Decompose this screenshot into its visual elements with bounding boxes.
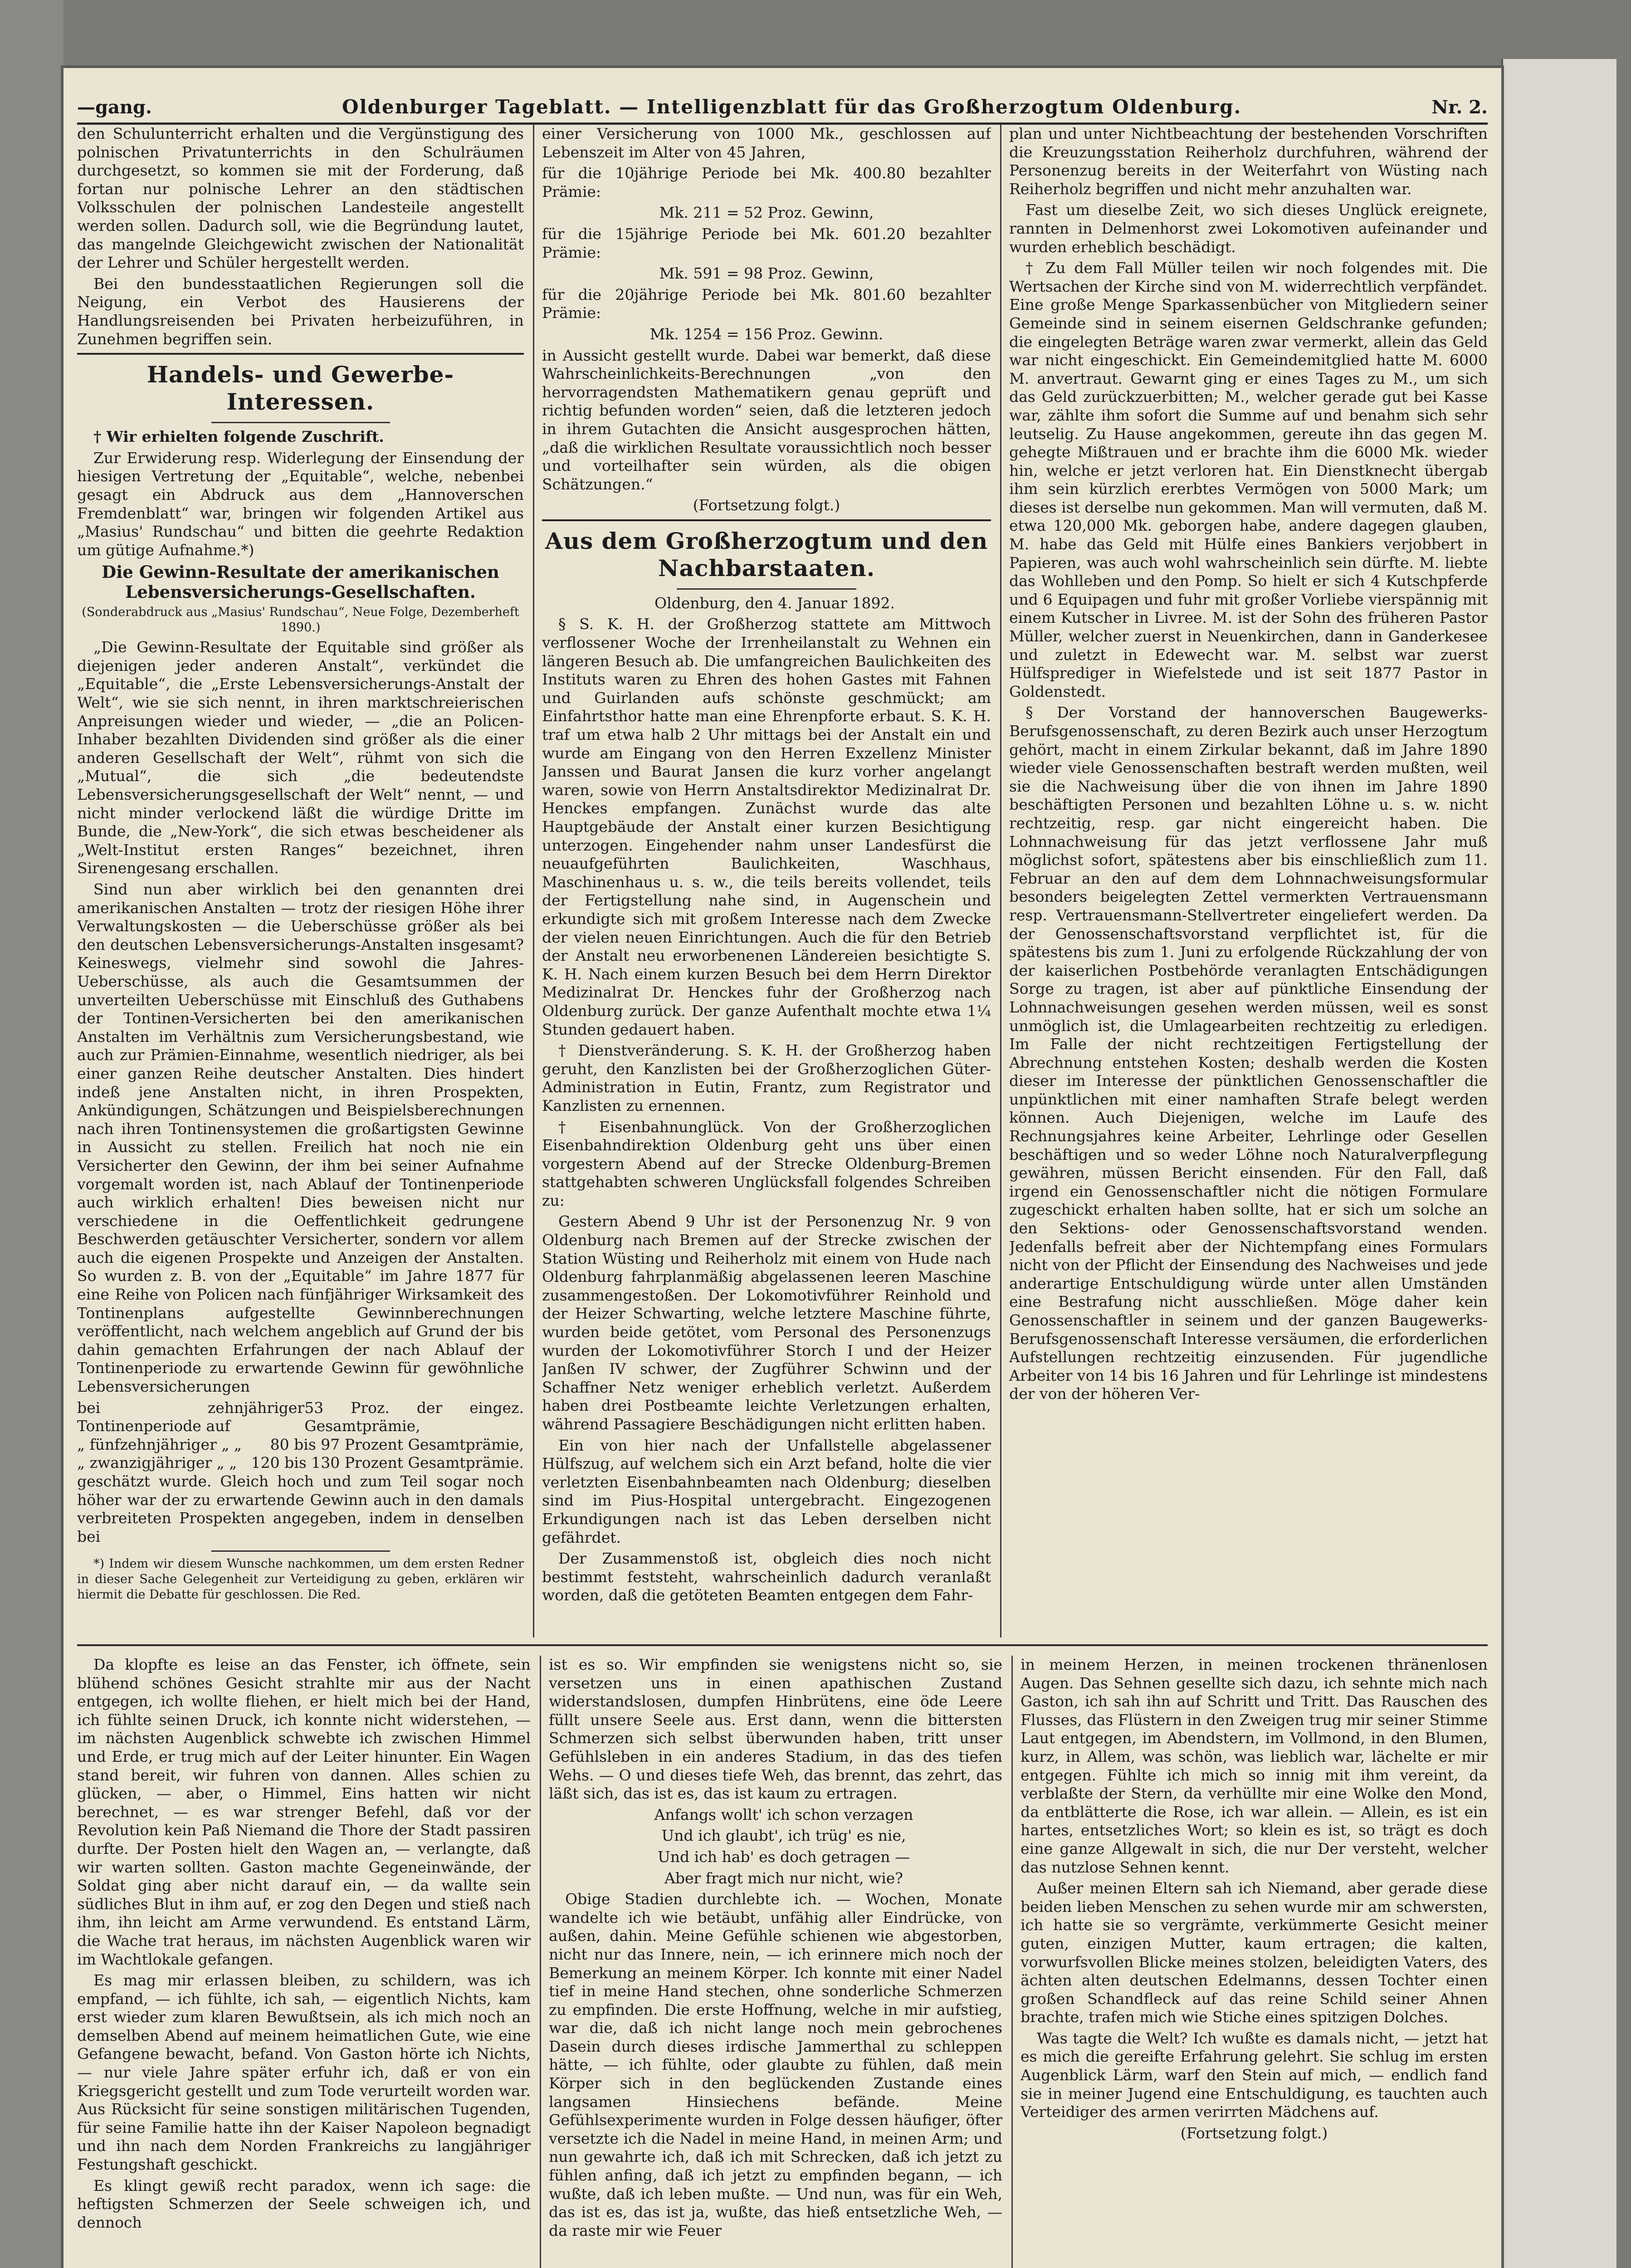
scan-right-page-edge bbox=[1501, 59, 1616, 2268]
column-1 bbox=[77, 125, 524, 1637]
table-row bbox=[77, 1436, 524, 1454]
table-row: Mk. 211 = 52 Proz. Gewinn, bbox=[659, 204, 874, 222]
masthead-title: Oldenburger Tageblatt. — Intelligenzblatt für das Großherzogtum Oldenburg. bbox=[342, 96, 1242, 118]
story-paragraph: Es klingt gewiß recht paradox, wenn ich sage: die heftigsten Schmerzen der Seele schweigen ich, und dennoch bbox=[77, 2176, 531, 2231]
article-paragraph: „Die Gewinn-Resultate der Equitable sind größer als diejenigen jeder anderen Anstalt“, verkündet die „Equitable“, die „Erste Lebensversicherungs-Anstalt der Welt“, wie sie sich nennt, in ihren marktschreierischen Anpreisungen wieder und wieder, — „die an Policen-Inhaber bezahlten Dividenden sind größer als die einer anderen Gesellschaft der Welt“, rühmt von sich die „Mutual“, die sich „die bedeutendste Lebensversicherungsgesellschaft der Welt“ nennt, — und nicht minder verlockend läßt die würdige Dritte im Bunde, die „New-York“, die sich etwas bescheidener als „Welt-Institut ersten Ranges“ bezeichnet, ihren Sirenengesang erschallen. bbox=[77, 638, 524, 877]
feuilleton-column-2 bbox=[549, 1656, 1002, 2268]
feuilleton-column-1 bbox=[77, 1656, 531, 2268]
issue-number: Nr. 2. bbox=[1431, 97, 1488, 118]
column-2 bbox=[542, 125, 991, 1637]
table-row bbox=[77, 1454, 524, 1472]
story-paragraph: Obige Stadien durchlebte ich. — Wochen, Monate wandelte ich wie betäubt, unfähig aller Eindrücke, von außen, dahin. Meine Gefühle schienen wie abgestorben, nicht nur das Innere, nein, — ich erinnere mich noch der Bemerkung an meinem Körper. Ich konnte mit einer Nadel tief in meine Hand stechen, ohne sonderliche Schmerzen zu empfinden. Die erste Hoffnung, welche in mir aufstieg, war die, daß ich nicht lange noch mein gebrochenes Dasein durch dieses irdische Jammerthal zu schleppen hätte, — ich fühlte, oder glaubte zu fühlen, daß mein Körper sich in den beglückenden Zustande eines langsamen Hinsiechens befände. Meine Gefühlsexperimente wurden in Folge dessen häufiger, öfter versetzte ich die Nadel in meine Hand, in meinen Arm; und nun gewahrte ich, daß ich mit Schrecken, daß ich jetzt zu fühlen anfing, daß ich jetzt zu empfinden begann, — ich wußte, daß ich leben mußte. — Und nun, was für ein Weh, das ist es, das ist ja, wußte, das hieß entsetzliche Weh, — da raste mir wie Feuer bbox=[549, 1890, 1002, 2239]
article-paragraph: Sind nun aber wirklich bei den genannten drei amerikanischen Anstalten — trotz der riesigen Höhe ihrer Verwaltungskosten — die Ueberschüsse größer als bei den deutschen Lebensversicherungs-Anstalten insgesamt? Keineswegs, vielmehr sind sowohl die Jahres-Ueberschüsse, als auch die Gesamtsummen der unverteilten Ueberschüsse mit Einschluß des Guthabens der Tontinen-Versicherten bei den amerikanischen Anstalten im Verhältnis zum Versicherungsbestand, wie auch zur Prämien-Einnahme, wesentlich niedriger, als bei einer ganzen Reihe deutscher Anstalten. Dies hindert indeß jene Anstalten nicht, in ihren Prospekten, Ankündigungen, Schätzungen und Beispielsberechnungen nach ihren Tontinensystemen die großartigsten Gewinne in Aussicht zu stellen. Freilich hat noch nie ein Versicherter den Gewinn, der ihm bei seiner Aufnahme vorgemalt worden ist, nach Ablauf der Tontinenperiode auch wirklich erhalten! Dies beweisen nicht nur verschiedene in die Oeffentlichkeit gedrungene Beschwerden getäuschter Versicherter, sondern vor allem auch die eigenen Prospekte und Anzeigen der Anstalten. So wurden z. B. von der „Equitable“ im Jahre 1877 für eine Reihe von Policen nach fünfjähriger Wirksamkeit des Tontinenplans aufgestellte Gewinnberechnungen veröffentlicht, nach welchem angeblich auf Grund der bis dahin gemachten Erfahrungen der nach Ablauf der Tontinenperiode zu erwartende Gewinn für gewöhnliche Lebensversicherungen bbox=[77, 880, 524, 1396]
article-grossherzog: § S. K. H. der Großherzog stattete am Mittwoch verflossener Woche der Irrenheilanstalt zu Wehnen ein längeren Besuch ab. Die umfangreichen Baulichkeiten des Instituts waren zu Ehren des hohen Gastes mit Fahnen und Guirlanden aufs schönste geschmückt; am Einfahrtsthor hatte man eine Ehrenpforte erbaut. S. K. H. traf um etwa halb 2 Uhr mittags bei der Anstalt ein und wurde am Eingang von den Herren Exzellenz Minister Janssen und Baurat Jansen die kurz vorher angelangt waren, sowie von Herrn Anstaltsdirektor Medizinalrat Dr. Henckes empfangen. Zunächst wurde das alte Hauptgebäude der Anstalt einer kurzen Besichtigung unterzogen. Eingehender nahm unser Landesfürst die neuaufgeführten Baulichkeiten, Waschhaus, Maschinenhaus u. s. w., die teils bereits vollendet, teils der Fertigstellung nahe sind, in Augenschein und erkundigte sich mit großem Interesse nach dem Zwecke der vielen neuen Einrichtungen. Auch die für den Betrieb der Anstalt neu erworbenenen Ländereien besichtigte S. K. H. Nach einem kurzen Besuch bei dem Herrn Direktor Medizinalrat Dr. Henckes fuhr der Großherzog nach Oldenburg zurück. Der ganze Aufenthalt mochte etwa 1¼ Stunden gedauert haben. bbox=[542, 615, 991, 1038]
story-paragraph: ist es so. Wir empfinden sie wenigstens nicht so, sie versetzen uns in einen apathischen Zustand widerstandslosen, dumpfen Hinbrütens, eine öde Leere füllt unsere Seele aus. Erst dann, wenn die bittersten Schmerzen sich selbst überwunden haben, tritt unser Gefühlsleben in ein anderes Stadium, in das des tiefen Wehs. — O und dieses tiefe Weh, das brennt, das zehrt, das läßt sich, das ist es, das ist kaum zu ertragen. bbox=[549, 1656, 1002, 1803]
article-paragraph: einer Versicherung von 1000 Mk., geschlossen auf Lebenszeit im Alter von 45 Jahren, bbox=[542, 125, 991, 161]
table-cell: „ fünfzehnjähriger „ „ bbox=[77, 1435, 242, 1453]
article-dienstveraenderung: † Dienstveränderung. S. K. H. der Großherzog haben geruht, den Kanzlisten bei der Großherzoglichen Güter-Administration in Eutin, Frantz, zum Registrator und Kanzlisten zu ernennen. bbox=[542, 1041, 991, 1114]
divider bbox=[542, 519, 991, 521]
table-row: Mk. 1254 = 156 Proz. Gewinn. bbox=[649, 325, 884, 343]
column-rule bbox=[1011, 1656, 1013, 2268]
divider bbox=[211, 422, 390, 423]
verse-line: Aber fragt mich nur nicht, wie? bbox=[664, 1869, 903, 1887]
section-heading-handel: Handels- und Gewerbe-Interessen. bbox=[146, 361, 454, 415]
story-paragraph: Da klopfte es leise an das Fenster, ich öffnete, sein blühend schönes Gesicht strahlte mir aus der Nacht entgegen, ich wollte fliehen, er hielt mich bei der Hand, ich fühlte seinen Druck, ich konnte nicht widerstehen, — im nächsten Augenblick schwebte ich zwischen Himmel und Erde, er trug mich auf der Leiter hinunter. Ein Wagen stand bereit, wir fuhren von dannen. Alles schien zu glücken, — aber, o Himmel, Eins hatten wir nicht berechnet, — es war strenger Befehl, daß vor der Revolution kein Paß Niemand die Thore der Stadt passiren durfte. Der Posten hielt den Wagen an, — verlangte, daß wir warten sollten. Gaston machte Gegeneinwände, der Soldat ging aber nicht darauf ein, — da wallte sein südliches Blut in ihm auf, er zog den Degen und stieß nach ihm, ihn leicht am Arme verwundend. Es entstand Lärm, die Wache trat heraus, im nächsten Augenblick waren wir im Wachtlokale gefangen. bbox=[77, 1656, 531, 1968]
dateline: Oldenburg, den 4. Januar 1892. bbox=[654, 594, 895, 612]
verse-line: Und ich hab' es doch getragen — bbox=[657, 1848, 910, 1866]
verse-line: Anfangs wollt' ich schon verzagen bbox=[654, 1805, 913, 1823]
masthead bbox=[77, 82, 1488, 125]
table-row bbox=[77, 1399, 524, 1436]
divider bbox=[677, 588, 856, 590]
column-rule bbox=[533, 125, 534, 1637]
table-row: für die 20jährige Periode bei Mk. 801.60 bezahlter Prämie: bbox=[542, 285, 991, 322]
article-paragraph: Gestern Abend 9 Uhr ist der Personenzug Nr. 9 von Oldenburg nach Bremen auf der Strecke zwischen der Station Wüsting und Reiherholz mit einem von Hude nach Oldenburg fahrplanmäßig abgelassenen leeren Maschine zusammengestoßen. Der Lokomotivführer Reinhold und der Heizer Schwarting, welche letztere Maschine führte, wurden beide getötet, vom Personal des Personenzugs wurden der Lokomotivführer Storch I und der Heizer Janßen IV schwer, der Zugführer Schwinn und der Schaffner Netz weniger erheblich verletzt. Außerdem haben drei Postbeamte leichte Verletzungen erhalten, während Passagiere Beschädigungen nicht erlitten haben. bbox=[542, 1212, 991, 1433]
story-paragraph: Was tagte die Welt? Ich wußte es damals nicht, — jetzt hat es mich die gereifte Erfahrung gelehrt. Sie schlug im ersten Augenblick Lärm, warf den Stein auf mich, — endlich fand sie in meiner Jugend eine Entschuldigung, es tauchten auch Verteidiger des armen verirrten Mädchens auf. bbox=[1021, 2029, 1488, 2121]
column-rule bbox=[540, 1656, 541, 2268]
article-paragraph: plan und unter Nichtbeachtung der bestehenden Vorschriften die Kreuzungsstation Reiherholz durchfuhren, während der Personenzug bereits in der Weiterfahrt von Wüsting nach Reiherholz begriffen und nicht mehr anzuhalten war. bbox=[1009, 125, 1488, 198]
feuilleton-divider bbox=[77, 1644, 1488, 1646]
subheading-zuschrift: † Wir erhielten folgende Zuschrift. bbox=[93, 428, 384, 446]
article-vorstand: § Der Vorstand der hannoverschen Baugewerks-Berufsgenossenschaft, zu deren Bezirk auch unser Herzogtum gehört, macht in einem Zirkular bekannt, daß im Jahre 1890 wieder viele Genossenschaften bestraft werden mußten, weil sie die Nachweisung über die von ihnen im Jahre 1890 beschäftigten Personen und bezahlten Löhne u. s. w. nicht rechtzeitig, resp. gar nicht eingereicht haben. Die Lohnnachweisung für das jetzt verflossene Jahr muß möglichst sofort, spätestens aber bis einschließlich zum 11. Februar an den auf dem dem Lohnnachweisungsformular besonders beigelegten Zettel vermerkten Vertrauensmann resp. Vertrauensmann-Stellvertreter eingeliefert werden. Da der Genossenschaftsvorstand verpflichtet ist, für die spätestens bis zum 1. Juni zu erfolgende Rückzahlung der von der kaiserlichen Postbehörde veranlagten Entschädigungen Sorge zu tragen, ist aber auf pünktliche Einsendung der Lohnnachweisungen gesehen werden müssen, weil es sonst unmöglich ist, die Umlagearbeiten rechtzeitig zu erledigen. Im Falle der nicht rechtzeitigen Fertigstellung der Abrechnung entstehen Kosten; deshalb werden die Kosten dieser im Interesse der pünktlichen Genossenschaftler die unpünktlichen mit einer namhaften Strafe belegt werden können. Auch Diejenigen, welche im Laufe des Rechnungsjahres keine Arbeiter, Lehrlinge oder Gesellen beschäftigen und so weder Löhne noch Naturalverpflegung gewähren, müssen Bericht einsenden. Für den Fall, daß irgend ein Genossenschaftler nicht die nötigen Formulare zugeschickt erhalten haben sollte, hat er sich um solche an den Sektions- oder Genossenschaftsvorstand wenden. Jedenfalls befreit aber der Nichtempfang eines Formulars nicht von der Pflicht der Einsendung des Nachweises und jede anderartige Entschuldigung würde unter allen Umständen eine Bestrafung nicht ausschließen. Möge daher kein Genossenschaftler in seinem und der ganzen Baugewerks-Berufsgenossenschaft Interesse versäumen, die erforderlichen Aufstellungen rechtzeitig einzusenden. Für jugendliche Arbeiter von 14 bis 16 Jahren und für Lehrlinge ist mindestens der von der höheren Ver- bbox=[1009, 704, 1488, 1403]
column-3 bbox=[1009, 125, 1488, 1637]
article-title-gewinn: Die Gewinn-Resultate der amerikanischen Lebensversicherungs-Gesellschaften. bbox=[102, 562, 499, 602]
table-cell: bei zehnjähriger Tontinenperiode auf bbox=[77, 1398, 305, 1435]
table-cell: 53 Proz. der eingez. Gesamtprämie, bbox=[304, 1398, 524, 1435]
story-paragraph: Es mag mir erlassen bleiben, zu schildern, was ich empfand, — ich fühlte, ich sah, — eigentlich Nichts, kam erst wieder zum klaren Bewußtsein, als ich mich noch an demselben Abend auf meinem heimatlichen Gute, wie eine Gefangene bewacht, befand. Von Gaston hörte ich Nichts, — nur viele Jahre später erfuhr ich, daß er von ein Kriegsgericht gestellt und zum Tode verurteilt worden war. Aus Rücksicht für seine sonstigen militärischen Tugenden, für seine Familie hatte ihn der Kaiser Napoleon begnadigt und ihn nach dem Norden Frankreichs zu langjähriger Festungshaft geschickt. bbox=[77, 1971, 531, 2174]
article-paragraph: in Aussicht gestellt wurde. Dabei war bemerkt, daß diese Wahrscheinlichkeits-Berechnungen „von den hervorragendsten Mathematikern genau geprüft und richtig befunden worden“ seien, daß die letzteren jedoch in ihrem Gutachten die Ansicht ausgesprochen hätten, „daß die wirklichen Resultate voraussichtlich noch besser und vorteilhafter sein würden, als die obigen Schätzungen.“ bbox=[542, 346, 991, 493]
feuilleton-column-3 bbox=[1021, 1656, 1488, 2268]
newspaper-page bbox=[63, 68, 1501, 2268]
table-row: Mk. 591 = 98 Proz. Gewinn, bbox=[659, 264, 874, 283]
article-source: (Sonderabdruck aus „Masius' Rundschau“, Neue Folge, Dezemberheft 1890.) bbox=[82, 605, 519, 635]
article-paragraph: geschätzt wurde. Gleich hoch und zum Teil sogar noch höher war der zu erwartende Gewinn auch in den damals verbreiteten Prospekten angegeben, indem in denselben bei bbox=[77, 1472, 524, 1545]
divider bbox=[77, 353, 524, 355]
continued-note: (Fortsetzung folgt.) bbox=[693, 496, 840, 514]
table-cell: „ zwanzigjähriger „ „ bbox=[77, 1454, 237, 1472]
story-paragraph: Außer meinen Eltern sah ich Niemand, aber gerade diese beiden lieben Menschen zu sehen wurde mir am schwersten, ich hatte sie so vergrämte, verkümmerte Gesicht meiner guten, einzigen Mutter, kaum ertragen; die kalten, vorwurfsvollen Blicke meines stolzen, beleidigten Vaters, des ächten alten deutschen Edelmanns, dessen Tochter einen großen Schandfleck auf das reine Schild seiner Ahnen brachte, trafen mich wie Stiche eines spitzigen Dolches. bbox=[1021, 1879, 1488, 2026]
column-rule bbox=[1000, 125, 1001, 1637]
article-zuschrift: Zur Erwiderung resp. Widerlegung der Einsendung der hiesigen Vertretung der „Equitable“, welche, nebenbei gesagt ein Abdruck aus dem „Hannoverschen Fremdenblatt“ war, bringen wir folgenden Artikel aus „Masius' Rundschau“ und bitten die geehrte Redaktion um gütige Aufnahme.*) bbox=[77, 449, 524, 559]
verse-line: Und ich glaubt', ich trüg' es nie, bbox=[661, 1827, 906, 1845]
article-paragraph: Der Zusammenstoß ist, obgleich dies noch nicht bestimmt feststeht, wahrscheinlich dadurch veranlaßt worden, daß die getöteten Beamten entgegen dem Fahr- bbox=[542, 1549, 991, 1604]
masthead-left: —gang. bbox=[77, 97, 152, 118]
story-paragraph: in meinem Herzen, in meinen trockenen thränenlosen Augen. Das Sehnen gesellte sich dazu, ich sehnte mich nach Gaston, ich sah ihn auf Schritt und Tritt. Das Rauschen des Flusses, das Flüstern in den Zweigen trug mir seiner Stimme Laut entgegen, im Abendstern, im Vollmond, in den Blumen, kurz, in Allem, was schön, was lieblich war, lächelte er mir entgegen. Fühlte ich mich so innig mit ihm vereint, da verblaßte der Stern, da verhüllte mir eine Wolke den Mond, da entblätterte die Rose, ich war allein. — Allein, es ist ein hartes, entsetzliches Wort; so klein es ist, so trägt es doch eine ganze Allgewalt in sich, die nur Der versteht, welcher das nutzlose Sehnen kennt. bbox=[1021, 1656, 1488, 1876]
article-fall-mueller: † Zu dem Fall Müller teilen wir noch folgendes mit. Die Wertsachen der Kirche sind von M. widerrechtlich verpfändet. Eine große Menge Sparkassenbücher von Mitgliedern seiner Gemeinde sind in seinem eisernen Geldschranke gefunden; die eingelegten Beträge waren zwar vermerkt, allein das Geld war nicht eingeschickt. Ein Gemeindemitglied hatte M. 6000 M. anvertraut. Gewarnt ging er eines Tages zu M., um sich das Geld zurückzuerbitten; M., welcher gerade gut bei Kasse war, zählte ihm sofort die Summe auf und benahm sich sehr leutselig. Zu Hause angekommen, gereute ihn das gegen M. gehegte Mißtrauen und er brachte ihm die 6000 Mk. wieder hin, welche er jetzt verloren hat. Ein Dienstknecht übergab ihm sein kürzlich ererbtes Vermögen von 5000 Mark; um dieses ist derselbe nun gekommen. Man will vermuten, daß M. etwa 120,000 Mk. geborgen habe, andere dagegen glauben, M. habe das Geld mit Hülfe eines Bankiers verjobbert in Papieren, was auch wohl wahrscheinlich sein dürfte. M. liebte das Wohlleben und den Pomp. So hielt er sich 4 Kutschpferde und 6 Equipagen und fuhr mit großer Vorliebe vierspännig mit einem Kutscher in Livree. M. ist der Sohn des früheren Pastor Müller, welcher zuerst in Neuenkirchen, dann in Ganderkesee und zuletzt in Edewecht war. M. selbst war zuerst Hülfsprediger in Wiefelstede und ist seit 1877 Pastor in Goldenstedt. bbox=[1009, 259, 1488, 700]
continued-note: (Fortsetzung folgt.) bbox=[1180, 2124, 1328, 2142]
divider bbox=[211, 1550, 390, 1552]
article-paragraph: Ein von hier nach der Unfallstelle abgelassener Hülfszug, auf welchem sich ein Arzt befand, holte die vier verletzten Eisenbahnbeamten nach Oldenburg; dieselben sind im Pius-Hospital untergebracht. Eingezogenen Erkundigungen nach ist das Leben derselben nicht gefährdet. bbox=[542, 1436, 991, 1546]
article-eisenbahnunglueck: † Eisenbahnunglück. Von der Großherzoglichen Eisenbahndirektion Oldenburg geht uns über einen vorgestern Abend auf der Strecke Oldenburg-Bremen stattgehabten schweren Unglücksfall folgendes Schreiben zu: bbox=[542, 1118, 991, 1209]
scan-left-margin bbox=[0, 0, 63, 2268]
table-row: für die 15jährige Periode bei Mk. 601.20 bezahlter Prämie: bbox=[542, 225, 991, 261]
table-row: für die 10jährige Periode bei Mk. 400.80 bezahlter Prämie: bbox=[542, 164, 991, 200]
article-hausieren: Bei den bundesstaatlichen Regierungen soll die Neigung, ein Verbot des Hausierens der Handlungsreisenden bei Privaten herbeizuführen, in Zunehmen begriffen sein. bbox=[77, 274, 524, 348]
article-polish-schools: den Schulunterricht erhalten und die Vergünstigung des polnischen Privatunterrichts in den Schulräumen durchgesetzt, so kommen sie mit der Forderung, daß fortan nur polnische Lehrer an den städtischen Volksschulen der polnischen Landesteile angestellt werden sollen. Dadurch soll, wie die Begründung lautet, das mangelnde Gleichgewicht zwischen der Nationalität der Lehrer und Schüler hergestellt werden. bbox=[77, 125, 524, 272]
table-cell: 80 bis 97 Prozent Gesamtprämie, bbox=[270, 1435, 524, 1453]
table-cell: 120 bis 130 Prozent Gesamtprämie. bbox=[251, 1454, 524, 1472]
section-heading-grossherzogtum: Aus dem Großherzogtum und den Nachbarstaaten. bbox=[545, 527, 988, 582]
footnote: *) Indem wir diesem Wunsche nachkommen, um dem ersten Redner in dieser Sache Gelegenheit zur Verteidigung zu geben, erklären wir hiermit die Debatte für geschlossen. Die Red. bbox=[77, 1557, 524, 1602]
article-paragraph: Fast um dieselbe Zeit, wo sich dieses Unglück ereignete, rannten in Delmenhorst zwei Lokomotiven aufeinander und wurden erheblich beschädigt. bbox=[1009, 201, 1488, 256]
